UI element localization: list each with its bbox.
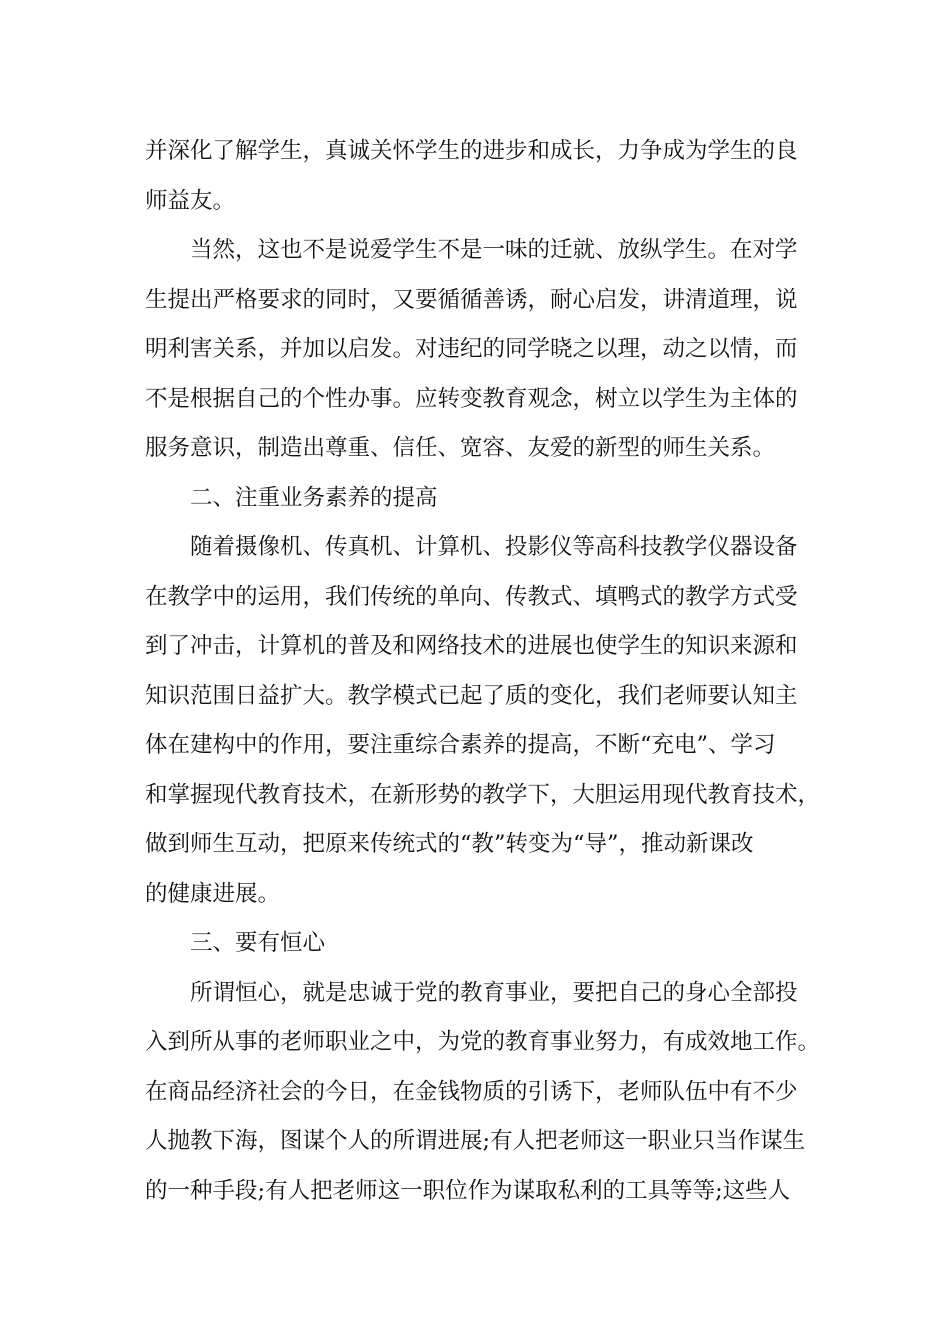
text-line: 到了冲击，计算机的普及和网络技术的进展也使学生的知识来源和 — [145, 633, 798, 659]
text-line: 师益友。 — [145, 187, 236, 214]
text-line: 和掌握现代教育技术，在新形势的教学下，大胆运用现代教育技术， — [145, 781, 821, 808]
text-line: 不是根据自己的个性办事。应转变教育观念，树立以学生为主体的 — [145, 385, 798, 412]
text-line: 体在建构中的作用，要注重综合素养的提高，不断“充电”、学习 — [145, 732, 776, 758]
text-line: 随着摄像机、传真机、计算机、投影仪等高科技教学仪器设备 — [190, 534, 798, 560]
section-heading: 三、要有恒心 — [190, 930, 326, 956]
text-line: 在教学中的运用，我们传统的单向、传教式、填鸭式的教学方式受 — [145, 583, 798, 610]
text-line: 明利害关系，并加以启发。对违纪的同学晓之以理，动之以情，而 — [145, 336, 798, 362]
text-line: 服务意识，制造出尊重、信任、宽容、友爱的新型的师生关系。 — [145, 435, 776, 461]
text-line: 所谓恒心，就是忠诚于党的教育事业，要把自己的身心全部投 — [190, 979, 798, 1006]
text-line: 在商品经济社会的今日，在金钱物质的引诱下，老师队伍中有不少 — [145, 1078, 798, 1105]
document-body — [145, 127, 825, 1216]
section-heading: 二、注重业务素养的提高 — [190, 484, 438, 511]
text-line: 生提出严格要求的同时，又要循循善诱，耐心启发，讲清道理，说 — [145, 286, 798, 313]
text-line: 的一种手段;有人把老师这一职位作为谋取私利的工具等等;这些人 — [145, 1177, 791, 1204]
text-line: 当然，这也不是说爱学生不是一味的迁就、放纵学生。在对学 — [190, 237, 798, 263]
text-line: 知识范围日益扩大。教学模式已起了质的变化，我们老师要认知主 — [145, 682, 798, 709]
text-line: 入到所从事的老师职业之中，为党的教育事业努力，有成效地工作。 — [145, 1029, 821, 1055]
text-line: 人抛教下海，图谋个人的所谓进展;有人把老师这一职业只当作谋生 — [145, 1128, 806, 1154]
text-line: 做到师生互动，把原来传统式的“教”转变为“导”，推动新课改 — [145, 831, 754, 857]
text-line: 的健康进展。 — [145, 880, 281, 907]
text-line: 并深化了解学生，真诚关怀学生的进步和成长，力争成为学生的良 — [145, 138, 798, 164]
